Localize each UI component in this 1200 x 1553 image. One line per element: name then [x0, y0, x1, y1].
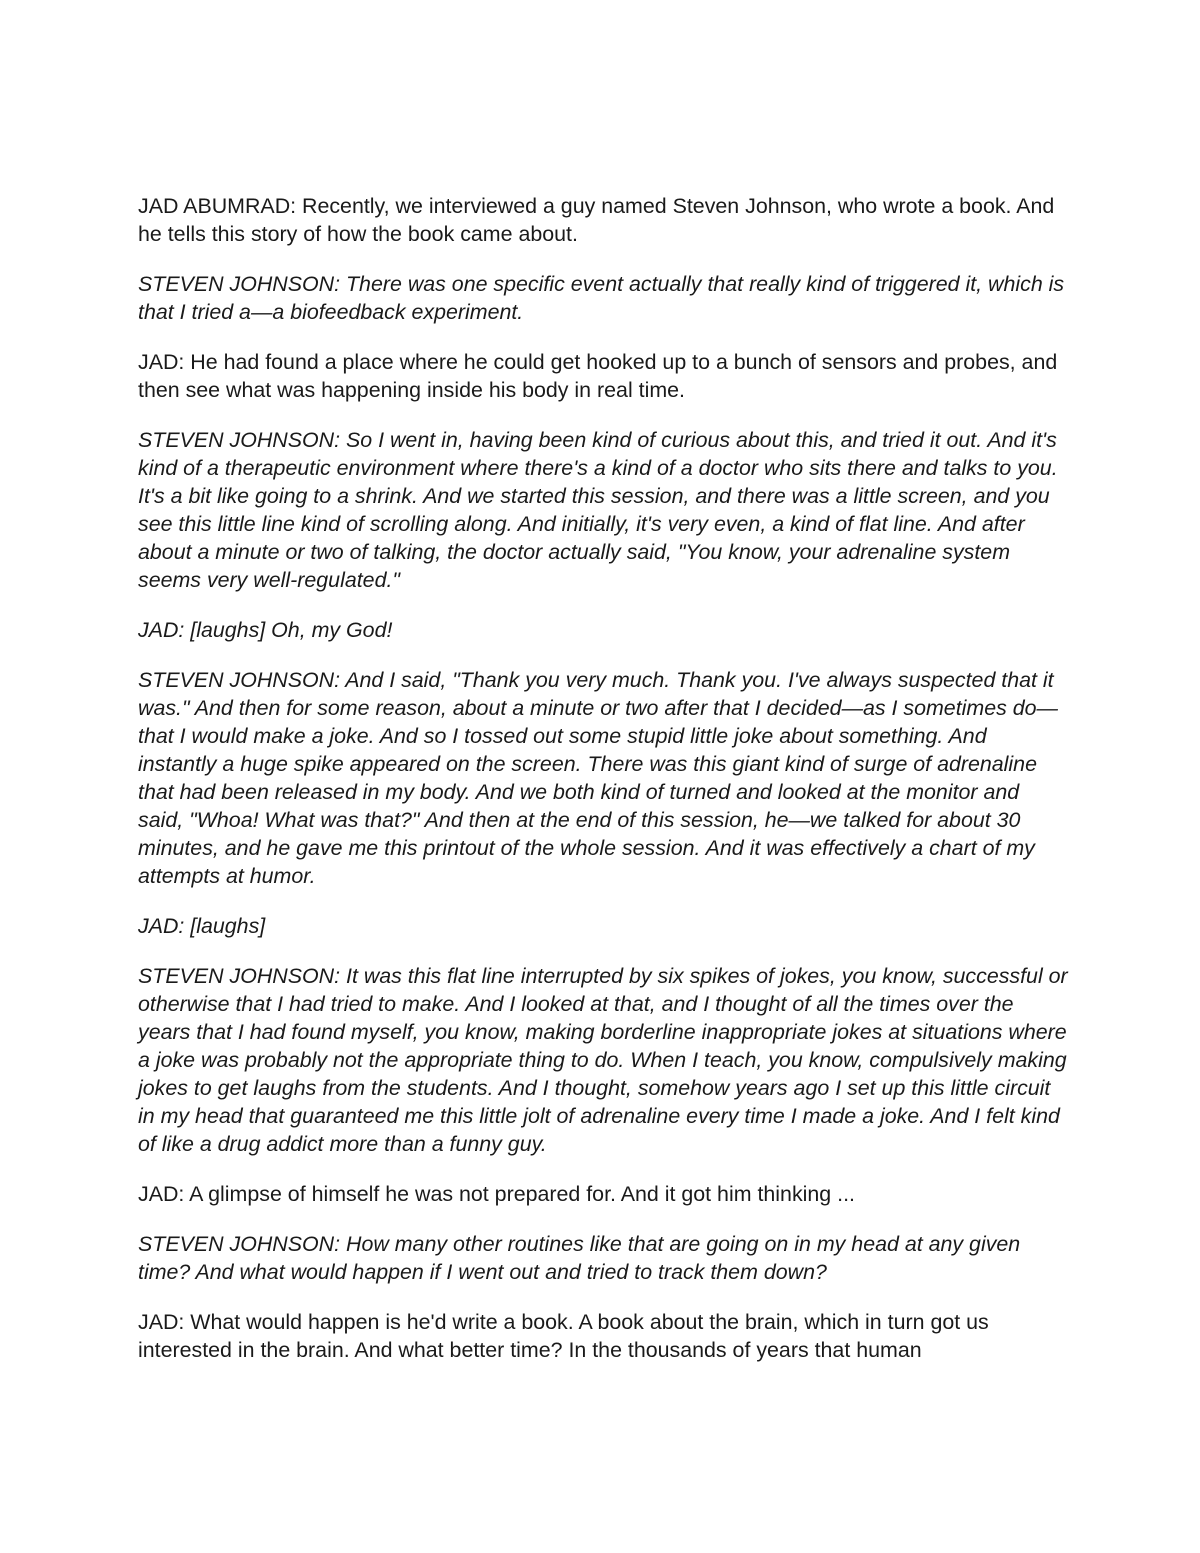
paragraph-jad-sensors: JAD: He had found a place where he could get hooked up to a bunch of sensors and probes, and then see what was happening inside his body in real time. — [138, 350, 1058, 402]
paragraph-jad-laughs-1: JAD: [laughs] Oh, my God! — [138, 618, 393, 642]
paragraph-steven-session: STEVEN JOHNSON: So I went in, having been kind of curious about this, and tried it out. And it's kind of a therapeutic environment where there's a kind of a doctor who sits there and talks to you. It's a bit like going to a shrink. And we started this session, and there was a little screen, and you see this little line kind of scrolling along. And initially, it's very even, a kind of flat line. And after about a minute or two of talking, the doctor actually said, "You know, your adrenaline system seems very well-regulated." — [138, 428, 1058, 592]
paragraph-jad-laughs-2: JAD: [laughs] — [138, 914, 266, 938]
paragraph-steven-event: STEVEN JOHNSON: There was one specific event actually that really kind of triggered it, which is that I tried a—a biofeedback experiment. — [138, 272, 1065, 324]
paragraph-jad-book: JAD: What would happen is he'd write a book. A book about the brain, which in turn got us interested in the brain. And what better time? In the thousands of years that human — [138, 1310, 989, 1362]
paragraph-jad-intro: JAD ABUMRAD: Recently, we interviewed a guy named Steven Johnson, who wrote a book. And he tells this story of how the book came about. — [138, 194, 1055, 246]
paragraph-steven-spikes: STEVEN JOHNSON: It was this flat line interrupted by six spikes of jokes, you know, successful or otherwise that I had tried to make. And I looked at that, and I thought of all the times over the years that I had found myself, you know, making borderline inappropriate jokes at situations where a joke was probably not the appropriate thing to do. When I teach, you know, compulsively making jokes to get laughs from the students. And I thought, somehow years ago I set up this little circuit in my head that guaranteed me this little jolt of adrenaline every time I made a joke. And I felt kind of like a drug addict more than a funny guy. — [138, 964, 1068, 1156]
paragraph-steven-joke: STEVEN JOHNSON: And I said, "Thank you very much. Thank you. I've always suspected that it was." And then for some reason, about a minute or two after that I decided—as I sometimes do—that I would make a joke. And so I tossed out some stupid little joke about something. And instantly a huge spike appeared on the screen. There was this giant kind of surge of adrenaline that had been released in my body. And we both kind of turned and looked at the monitor and said, "Whoa! What was that?" And then at the end of this session, he—we talked for about 30 minutes, and he gave me this printout of the whole session. And it was effectively a chart of my attempts at humor. — [138, 668, 1058, 888]
paragraph-steven-routines: STEVEN JOHNSON: How many other routines like that are going on in my head at any given time? And what would happen if I went out and tried to track them down? — [138, 1232, 1021, 1284]
transcript-body — [138, 192, 1068, 1386]
paragraph-jad-glimpse: JAD: A glimpse of himself he was not prepared for. And it got him thinking ... — [138, 1182, 855, 1206]
